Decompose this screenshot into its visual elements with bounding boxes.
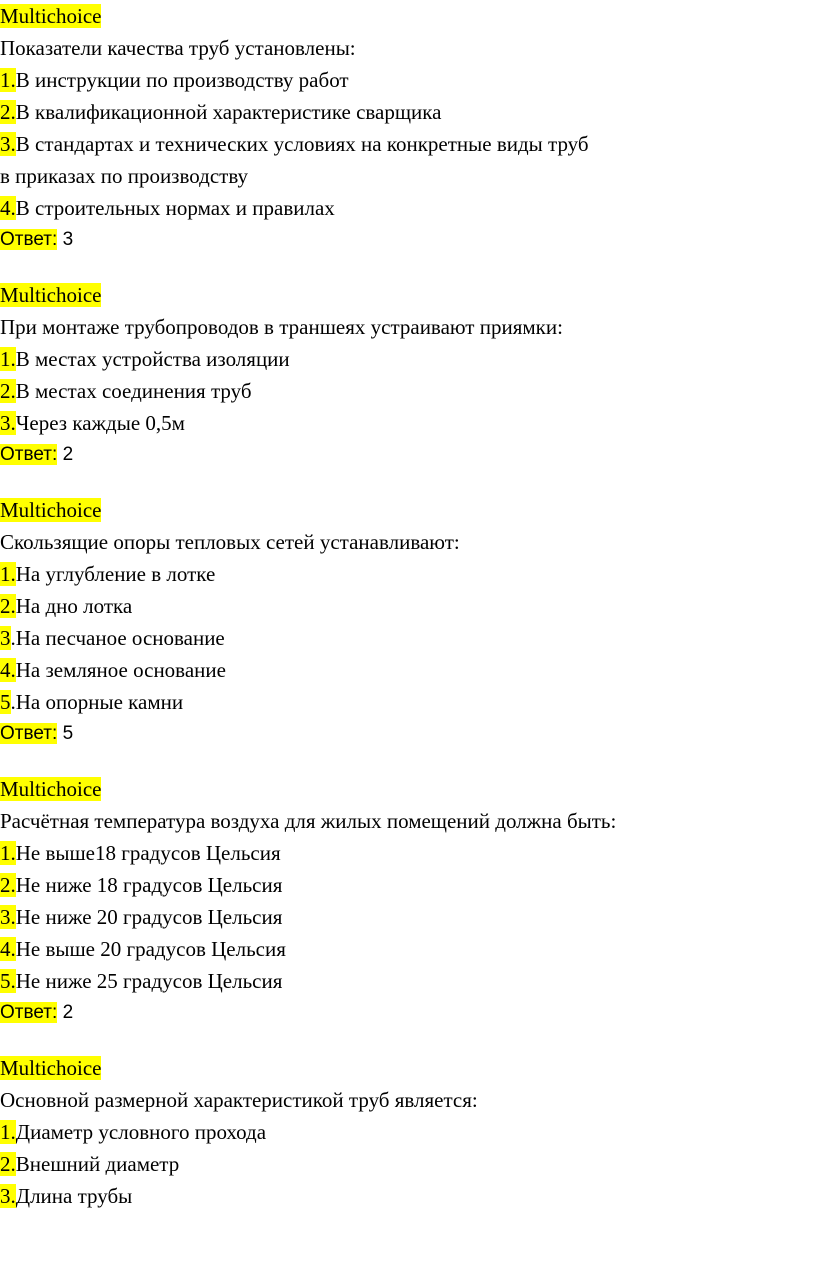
option-line: [0, 933, 816, 965]
option-text: В стандартах и технических условиях на конкретные виды труб: [15, 132, 589, 156]
question-text: Основной размерной характеристикой труб является:: [0, 1088, 478, 1112]
option-number: 1.: [0, 841, 16, 865]
answer-line: [0, 718, 816, 750]
option-number: 2.: [0, 594, 16, 618]
option-text: Не выше18 градусов Цельсия: [15, 841, 281, 865]
question-text: Расчётная температура воздуха для жилых помещений должна быть:: [0, 809, 617, 833]
question-block: [0, 773, 816, 1029]
option-number: 2.: [0, 1152, 16, 1176]
option-number: 2.: [0, 100, 16, 124]
question-type: Multichoice: [0, 283, 102, 307]
question-block: [0, 494, 816, 750]
option-line: [0, 192, 816, 224]
option-number: 1.: [0, 1120, 16, 1144]
answer-label: Ответ:: [0, 723, 58, 744]
option-text: в приказах по производству: [0, 164, 249, 188]
option-number: 1.: [0, 562, 16, 586]
option-line: [0, 901, 816, 933]
option-text: Внешний диаметр: [15, 1152, 180, 1176]
option-text: В квалификационной характеристике сварщика: [15, 100, 442, 124]
question-type-line: [0, 0, 816, 32]
option-text: Диаметр условного прохода: [15, 1120, 267, 1144]
option-text: В строительных нормах и правилах: [15, 196, 335, 220]
option-number: 4.: [0, 196, 16, 220]
answer-line: [0, 439, 816, 471]
option-text: В местах устройства изоляции: [15, 347, 290, 371]
option-number: 2.: [0, 873, 16, 897]
answer-label: Ответ:: [0, 229, 58, 250]
option-text: На дно лотка: [15, 594, 133, 618]
option-text: Через каждые 0,5м: [15, 411, 185, 435]
option-number: 5.: [0, 969, 16, 993]
option-line: [0, 686, 816, 718]
question-block: [0, 279, 816, 471]
option-number: 3: [0, 626, 11, 650]
option-number: 2.: [0, 379, 16, 403]
answer-label: Ответ:: [0, 1002, 58, 1023]
option-number: 1.: [0, 68, 16, 92]
question-type-line: [0, 773, 816, 805]
answer-value: 5: [62, 723, 74, 744]
question-type: Multichoice: [0, 777, 102, 801]
option-text: .На опорные камни: [10, 690, 184, 714]
option-text: Длина трубы: [15, 1184, 133, 1208]
option-text: Не ниже 18 градусов Цельсия: [15, 873, 283, 897]
question-type-line: [0, 1052, 816, 1084]
option-line: [0, 1180, 816, 1212]
answer-value: 2: [62, 1002, 74, 1023]
option-line: [0, 590, 816, 622]
option-line: [0, 1148, 816, 1180]
answer-value: 3: [62, 229, 74, 250]
option-line: [0, 965, 816, 997]
option-number: 5: [0, 690, 11, 714]
option-text: Не ниже 25 градусов Цельсия: [15, 969, 283, 993]
question-type: Multichoice: [0, 1056, 102, 1080]
question-block: [0, 1052, 816, 1212]
option-line: [0, 1116, 816, 1148]
option-number: 3.: [0, 411, 16, 435]
question-text: Скользящие опоры тепловых сетей устанавливают:: [0, 530, 460, 554]
answer-label: Ответ:: [0, 444, 58, 465]
option-line: [0, 869, 816, 901]
option-text: .На песчаное основание: [10, 626, 225, 650]
option-line: [0, 160, 816, 192]
option-line: [0, 96, 816, 128]
option-text: Не ниже 20 градусов Цельсия: [15, 905, 283, 929]
question-type-line: [0, 279, 816, 311]
option-text: В местах соединения труб: [15, 379, 252, 403]
option-line: [0, 343, 816, 375]
option-line: [0, 558, 816, 590]
option-line: [0, 407, 816, 439]
answer-line: [0, 997, 816, 1029]
option-text: Не выше 20 градусов Цельсия: [15, 937, 286, 961]
option-number: 1.: [0, 347, 16, 371]
option-line: [0, 654, 816, 686]
option-number: 3.: [0, 132, 16, 156]
answer-value: 2: [62, 444, 74, 465]
option-number: 4.: [0, 937, 16, 961]
option-text: На углубление в лотке: [15, 562, 216, 586]
question-block: [0, 0, 816, 256]
option-number: 4.: [0, 658, 16, 682]
option-line: [0, 64, 816, 96]
option-line: [0, 837, 816, 869]
question-text: При монтаже трубопроводов в траншеях устраивают приямки:: [0, 315, 563, 339]
question-type: Multichoice: [0, 498, 102, 522]
option-text: На земляное основание: [15, 658, 226, 682]
option-line: [0, 128, 816, 160]
question-type-line: [0, 494, 816, 526]
option-number: 3.: [0, 1184, 16, 1208]
option-line: [0, 375, 816, 407]
option-text: В инструкции по производству работ: [15, 68, 349, 92]
option-line: [0, 622, 816, 654]
answer-line: [0, 224, 816, 256]
option-number: 3.: [0, 905, 16, 929]
question-text: Показатели качества труб установлены:: [0, 36, 356, 60]
question-type: Multichoice: [0, 4, 102, 28]
